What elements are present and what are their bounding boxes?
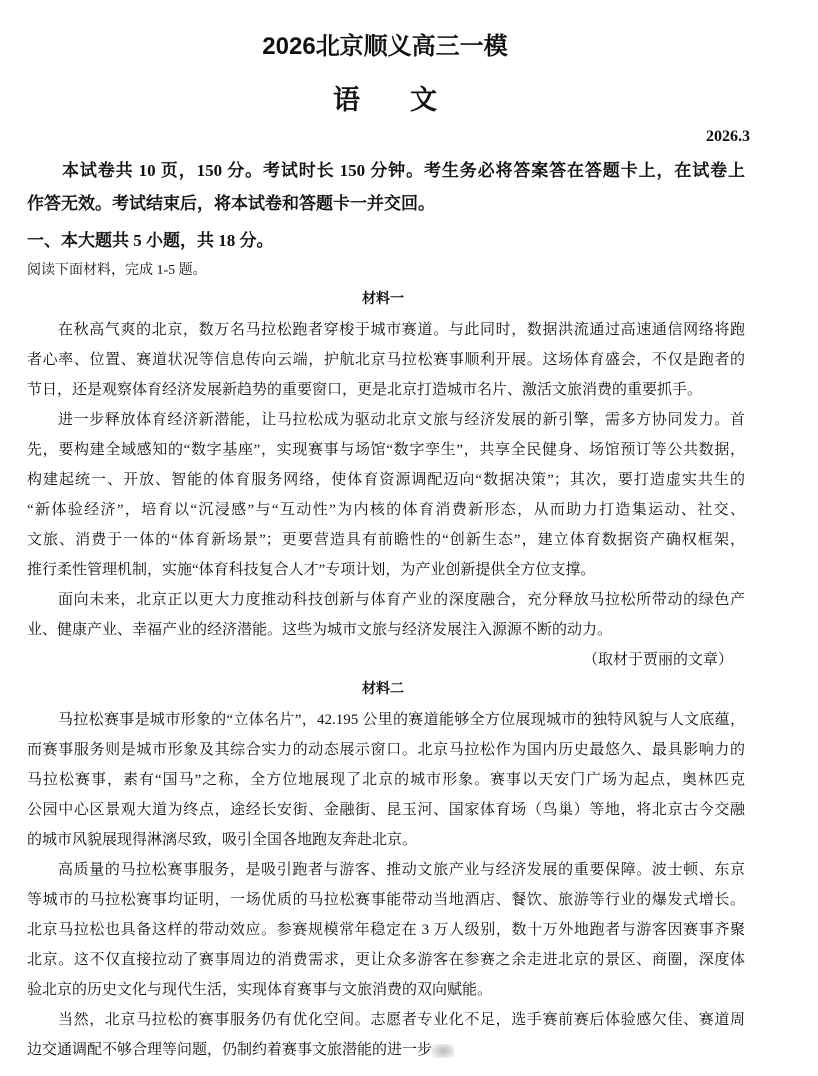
instruction-line: 本试卷共 10 页，150 分。考试时长 150 分钟。考生务必将答案答在答题卡上，在试卷上 bbox=[62, 161, 745, 180]
exam-instructions bbox=[27, 154, 745, 220]
line-text: 业、健康产业、幸福产业的经济潜能。这些为城市文旅与经济发展注入源源不断的动力。 bbox=[27, 622, 613, 638]
instruction-line: 作答无效。考试结束后，将本试卷和答题卡一并交回。 bbox=[27, 194, 435, 213]
paragraph-line bbox=[58, 1005, 745, 1035]
line-text: 面向未来，北京正以更大力度推动科技创新与体育产业的深度融合，充分释放马拉松所带动的绿色产 bbox=[58, 592, 745, 608]
paragraph-line bbox=[27, 345, 745, 375]
line-text: 而赛事服务则是城市形象及其综合实力的动态展示窗口。北京马拉松作为国内历史最悠久、最具影响力的 bbox=[27, 742, 745, 758]
line-text: 当然，北京马拉松的赛事服务仍有优化空间。志愿者专业化不足，选手赛前赛后体验感欠佳、赛道周 bbox=[58, 1012, 745, 1028]
line-text: 马拉松赛事是城市形象的“立体名片”，42.195 公里的赛道能够全方位展现城市的独特风貌与人文底蕴， bbox=[58, 712, 745, 728]
paragraph-line bbox=[27, 495, 745, 525]
line-text: 高质量的马拉松赛事服务，是吸引跑者与游客、推动文旅产业与经济发展的重要保障。波士顿、东京 bbox=[58, 862, 745, 878]
paragraph-line bbox=[58, 855, 745, 885]
line-text: 边交通调配不够合理等问题，仍制约着赛事文旅潜能的进一步 bbox=[27, 1042, 433, 1058]
paragraph-line bbox=[27, 795, 745, 825]
material-title: 材料二 bbox=[362, 682, 404, 697]
subject-title: 语文 bbox=[333, 85, 487, 116]
paragraph-line bbox=[27, 885, 745, 915]
line-text: 北京。这不仅直接拉动了赛事周边的消费需求，更让众多游客在参赛之余走进北京的景区、商圈，深度体 bbox=[27, 952, 745, 968]
paragraph-line bbox=[27, 1035, 745, 1065]
line-text: 公园中心区景观大道为终点，途经长安街、金融街、昆玉河、国家体育场（鸟巢）等地，将北京古今交融 bbox=[27, 802, 745, 818]
line-text: 构建起统一、开放、智能的体育服务网络，使体育资源调配迈向“数据决策”；其次，要打造虚实共生的 bbox=[27, 472, 745, 488]
paragraph-line bbox=[58, 585, 745, 615]
line-text: 北京马拉松也具备这样的带动效应。参赛规模常年稳定在 3 万人级别，数十万外地跑者与游客因赛事齐聚 bbox=[27, 922, 745, 938]
paragraph-line bbox=[27, 615, 745, 645]
line-text: 等城市的马拉松赛事均证明，一场优质的马拉松赛事能带动当地酒店、餐饮、旅游等行业的爆发式增长。 bbox=[27, 892, 745, 908]
paragraph-line bbox=[27, 825, 745, 855]
exam-date: 2026.3 bbox=[706, 128, 750, 145]
reading-materials bbox=[27, 285, 745, 1065]
line-text: 节日，还是观察体育经济发展新趋势的重要窗口，更是北京打造城市名片、激活文旅消费的重要抓手。 bbox=[27, 382, 703, 398]
reading-instruction: 阅读下面材料，完成 1-5 题。 bbox=[27, 263, 207, 278]
line-text: “新体验经济”，培育以“沉浸感”与“互动性”为内核的体育消费新形态，从而助力打造集运动、社交、 bbox=[27, 502, 745, 518]
paragraph-line bbox=[27, 765, 745, 795]
material-title: 材料一 bbox=[362, 292, 404, 307]
faded-text-cutoff bbox=[432, 1044, 454, 1058]
paragraph-line bbox=[27, 465, 745, 495]
paragraph-line bbox=[27, 525, 745, 555]
exam-title: 2026北京顺义高三一模 bbox=[262, 33, 508, 60]
paragraph-line bbox=[27, 735, 745, 765]
line-text: 推行柔性管理机制，实施“体育科技复合人才”专项计划，为产业创新提供全方位支撑。 bbox=[27, 562, 596, 578]
paragraph-line bbox=[58, 705, 745, 735]
paragraph-line bbox=[27, 915, 745, 945]
line-text: 的城市风貌展现得淋漓尽致，吸引全国各地跑友奔赴北京。 bbox=[27, 832, 418, 848]
paragraph-line bbox=[27, 435, 745, 465]
line-text: 在秋高气爽的北京，数万名马拉松跑者穿梭于城市赛道。与此同时，数据洪流通过高速通信网络将跑 bbox=[58, 322, 745, 338]
paragraph-line bbox=[27, 975, 745, 1005]
line-text: 文旅、消费于一体的“体育新场景”；更要营造具有前瞻性的“创新生态”，建立体育数据资产确权框架， bbox=[27, 532, 745, 548]
line-text: 先，要构建全域感知的“数字基座”，实现赛事与场馆“数字孪生”，共享全民健身、场馆预订等公共数据， bbox=[27, 442, 745, 458]
paragraph-line bbox=[27, 555, 745, 585]
line-text: 者心率、位置、赛道状况等信息传向云端，护航北京马拉松赛事顺利开展。这场体育盛会，不仅是跑者的 bbox=[27, 352, 745, 368]
line-text: 马拉松赛事，素有“国马”之称，全方位地展现了北京的城市形象。赛事以天安门广场为起点，奥林匹克 bbox=[27, 772, 745, 788]
line-text: 验北京的历史文化与现代生活，实现体育赛事与文旅消费的双向赋能。 bbox=[27, 982, 493, 998]
section-heading: 一、本大题共 5 小题，共 18 分。 bbox=[27, 231, 274, 250]
paragraph-line bbox=[27, 945, 745, 975]
line-text: 进一步释放体育经济新潜能，让马拉松成为驱动北京文旅与经济发展的新引擎，需多方协同发力。首 bbox=[58, 412, 745, 428]
paragraph-line bbox=[58, 405, 745, 435]
paragraph-line bbox=[58, 315, 745, 345]
paragraph-line bbox=[27, 375, 745, 405]
citation: （取材于贾丽的文章） bbox=[582, 652, 733, 668]
